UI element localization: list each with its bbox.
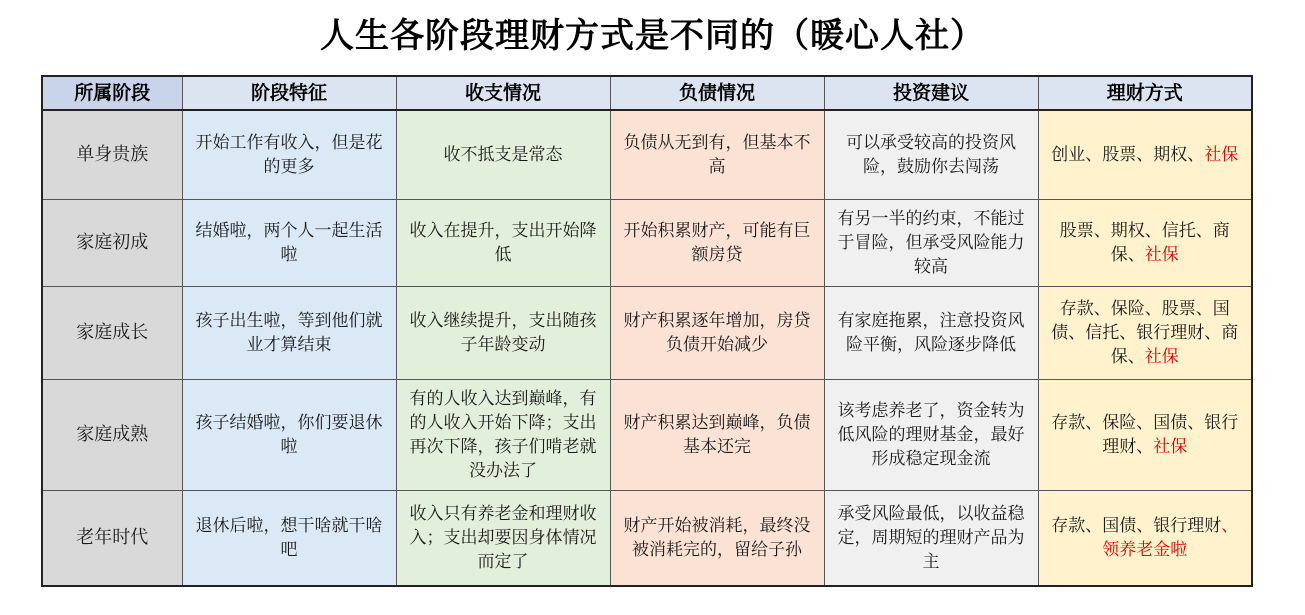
invest-cell: 有家庭拖累，注意投资风险平衡，风险逐步降低 xyxy=(824,287,1038,380)
invest-cell: 该考虑养老了，资金转为低风险的理财基金，最好形成稳定现金流 xyxy=(824,380,1038,491)
method-text: 存款、国债、银行理财 xyxy=(1051,516,1222,536)
stage-cell: 单身贵族 xyxy=(42,110,182,200)
debt-cell: 负债从无到有，但基本不高 xyxy=(610,110,824,200)
method-cell xyxy=(1038,491,1252,587)
header-debt: 负债情况 xyxy=(610,76,824,110)
income-cell: 收入在提升，支出开始降低 xyxy=(396,200,610,287)
debt-cell: 财产积累达到巅峰，负债基本还完 xyxy=(610,380,824,491)
income-cell: 有的人收入达到巅峰，有的人收入开始下降；支出再次下降，孩子们啃老就没办法了 xyxy=(396,380,610,491)
stage-cell: 家庭初成 xyxy=(42,200,182,287)
method-text: 存款、保险、股票、国债、信托、银行理财、商保、 xyxy=(1051,299,1239,367)
stage-cell: 老年时代 xyxy=(42,491,182,587)
header-feature: 阶段特征 xyxy=(182,76,396,110)
method-highlight: 、领养老金啦 xyxy=(1102,516,1239,560)
header-invest: 投资建议 xyxy=(824,76,1038,110)
method-text: 股票、期权、信托、商保、 xyxy=(1059,221,1230,265)
method-highlight: 社保 xyxy=(1144,347,1179,367)
feature-cell: 退休后啦，想干啥就干啥吧 xyxy=(182,491,396,587)
income-cell: 收入继续提升，支出随孩子年龄变动 xyxy=(396,287,610,380)
stage-cell: 家庭成熟 xyxy=(42,380,182,491)
header-income: 收支情况 xyxy=(396,76,610,110)
method-cell xyxy=(1038,110,1252,200)
debt-cell: 财产积累逐年增加，房贷负债开始减少 xyxy=(610,287,824,380)
page-title: 人生各阶段理财方式是不同的（暖心人社） xyxy=(320,16,985,56)
feature-cell: 结婚啦，两个人一起生活啦 xyxy=(182,200,396,287)
income-cell: 收入只有养老金和理财收入；支出却要因身体情况而定了 xyxy=(396,491,610,587)
invest-cell: 承受风险最低，以收益稳定，周期短的理财产品为主 xyxy=(824,491,1038,587)
header-stage: 所属阶段 xyxy=(42,76,182,110)
finance-stage-table xyxy=(41,75,1253,587)
method-cell xyxy=(1038,380,1252,491)
method-highlight: 社保 xyxy=(1153,437,1188,457)
header-method: 理财方式 xyxy=(1038,76,1252,110)
debt-cell: 财产开始被消耗，最终没被消耗完的，留给子孙 xyxy=(610,491,824,587)
feature-cell: 孩子结婚啦，你们要退休啦 xyxy=(182,380,396,491)
income-cell: 收不抵支是常态 xyxy=(396,110,610,200)
method-highlight: 社保 xyxy=(1204,145,1239,165)
stage-cell: 家庭成长 xyxy=(42,287,182,380)
table-row xyxy=(42,287,1252,380)
invest-cell: 有另一半的约束，不能过于冒险，但承受风险能力较高 xyxy=(824,200,1038,287)
table-row xyxy=(42,110,1252,200)
feature-cell: 开始工作有收入，但是花的更多 xyxy=(182,110,396,200)
debt-cell: 开始积累财产，可能有巨额房贷 xyxy=(610,200,824,287)
table-header-row xyxy=(42,76,1252,110)
method-cell xyxy=(1038,287,1252,380)
table-row xyxy=(42,491,1252,587)
method-highlight: 社保 xyxy=(1144,245,1179,265)
table-row xyxy=(42,200,1252,287)
method-text: 存款、保险、国债、银行理财、 xyxy=(1051,413,1239,457)
feature-cell: 孩子出生啦，等到他们就业才算结束 xyxy=(182,287,396,380)
invest-cell: 可以承受较高的投资风险，鼓励你去闯荡 xyxy=(824,110,1038,200)
method-cell xyxy=(1038,200,1252,287)
method-text: 创业、股票、期权、 xyxy=(1051,145,1205,165)
table-row xyxy=(42,380,1252,491)
